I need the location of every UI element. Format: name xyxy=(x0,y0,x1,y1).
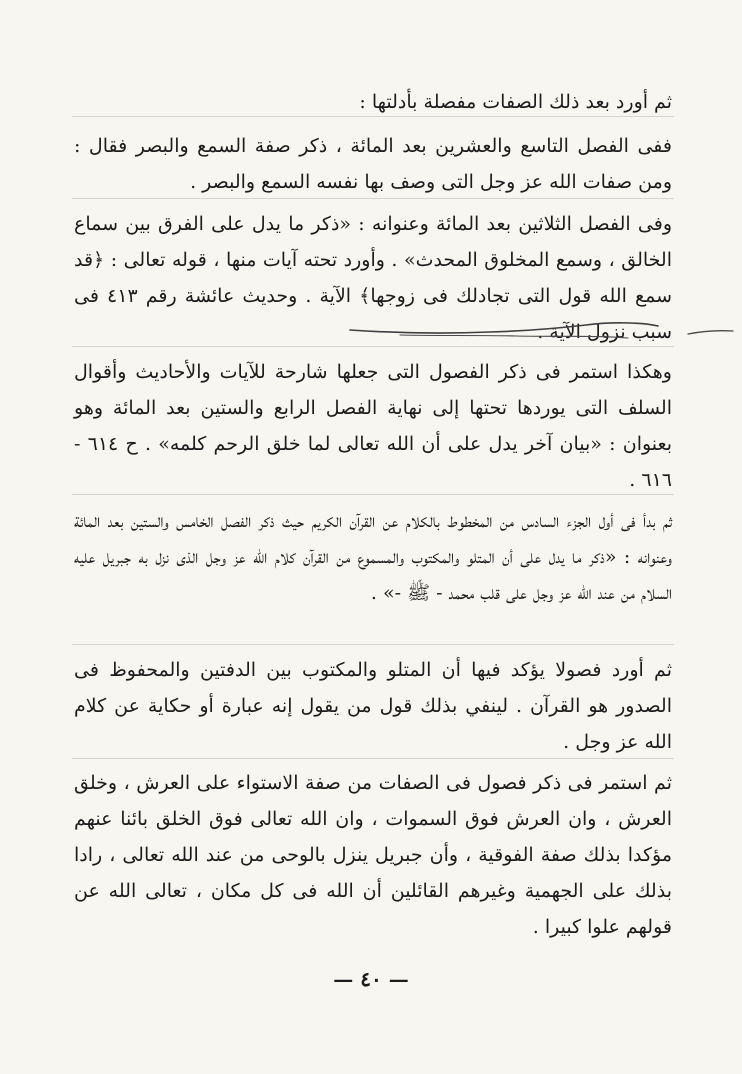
paragraph-divider xyxy=(72,346,674,347)
paragraph-continuation: وهكذا استمر فى ذكر الفصول التى جعلها شارحة للآيات والأحاديث وأقوال السلف التى يوردها تحتها إلى نهاية الفصل الرابع والستين بعد المائة وهو بعنوان : «بيان آخر يدل على أن الله تعالى لما خلق الرحم كلمه» . ح ٦١٤ - ٦١٦ . xyxy=(74,361,672,491)
paragraph-divider xyxy=(72,116,674,117)
paragraph-divider xyxy=(72,644,674,645)
paragraph-section-129: ففى الفصل التاسع والعشرين بعد المائة ، ذكر صفة السمع والبصر فقال : ومن صفات الله عز وجل التى وصف بها نفسه السمع والبصر . xyxy=(74,135,672,193)
paragraph-istiwa: ثم استمر فى ذكر فصول فى الصفات من صفة الاستواء على العرش ، وخلق العرش ، وان العرش فوق السموات ، وان الله تعالى فوق الخلق بائنا عنهم مؤكدا بذلك صفة الفوقية ، وأن جبريل ينزل بالوحى من عند الله تعالى ، رادا بذلك على الجهمية وغيرهم القائلين أن الله فى كل مكان ، تعالى الله عن قولهم علوا كبيرا . xyxy=(74,772,672,938)
paragraph-quran: ثم أورد فصولا يؤكد فيها أن المتلو والمكتوب بين الدفتين والمحفوظ فى الصدور هو القرآن . لينفي بذلك قول من يقول إنه عبارة أو حكاية عن كلام الله عز وجل . xyxy=(74,659,672,753)
paragraph-section-130: وفى الفصل الثلاثين بعد المائة وعنوانه : «ذكر ما يدل على الفرق بين سماع الخالق ، وسمع المخلوق المحدث» . وأورد تحته آيات منها ، قوله تعالى : ﴿قد سمع الله قول التى تجادلك فى زوجها﴾ الآية . وحديث عائشة رقم ٤١٣ فى سبب نزول الآية . xyxy=(74,213,672,343)
paragraph-divider xyxy=(72,494,674,495)
page-number: — ٤٠ — xyxy=(333,967,409,991)
paragraph-divider xyxy=(72,198,674,199)
paragraph-sixth-part: ثم بدأ فى أول الجزء السادس من المخطوط بالكلام عن القرآن الكريم حيث ذكر الفصل الخامس والستين بعد المائة وعنوانه : «ذكر ما يدل على أن المتلو والمكتوب والمسموع من القرآن كلام الله عز وجل الذى نزل به جبريل عليه السلام من عند الله عز وجل على قلب محمد - ﷺ -» . xyxy=(74,510,672,604)
paragraph-intro: ثم أورد بعد ذلك الصفات مفصلة بأدلتها : xyxy=(359,91,672,113)
paragraph-divider xyxy=(72,758,674,759)
